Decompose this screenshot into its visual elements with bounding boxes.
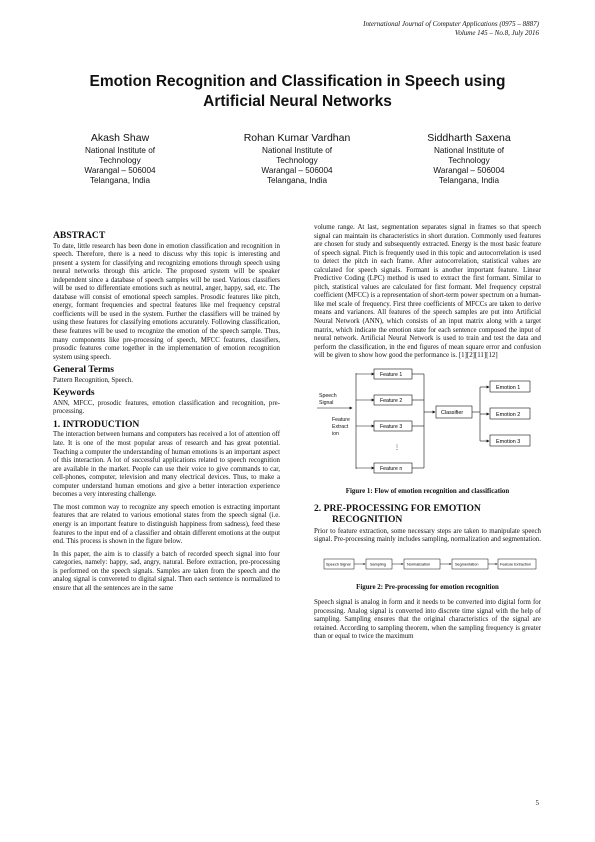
author-affiliation: Technology: [276, 156, 318, 165]
emotion-1-box: [490, 381, 530, 392]
title-line-1: Emotion Recognition and Classification in Speech using: [89, 73, 506, 90]
journal-name: International Journal of Computer Applications (0975 – 8887): [363, 20, 539, 28]
figure-1-diagram: [314, 365, 541, 483]
feature-3-box: [374, 421, 412, 431]
intro-paragraph-3: In this paper, the aim is to classify a batch of recorded speech signal into four categories, namely: happy, sad, angry, natural. Before extraction, pre-processing is performed on the speech signals. Samples are taken from the speech and the analog signal is convereted to digital signal. Then each sentence is normalized to ensure that all the sentences are in the same: [53, 550, 280, 592]
section-2-paragraph-1: Prior to feature extraction, some necessary steps are taken to manipulate speech signal. Pre-processing mainly includes sampling, normalization and segmentation.: [314, 527, 541, 544]
general-terms-text: Pattern Recognition, Speech.: [53, 376, 133, 384]
author-address: Warangal – 506004: [84, 166, 156, 175]
feature-2-label: Feature 2: [380, 397, 403, 404]
feature-1-box: [374, 369, 412, 379]
figure-2-caption: Figure 2: Pre-processing for emotion recognition: [356, 584, 499, 592]
step-speech-signal: [324, 559, 354, 569]
author-name: Siddharth Saxena: [427, 132, 511, 144]
journal-volume: Volume 145 – No.8, July 2016: [454, 29, 539, 37]
author-affiliation: Technology: [448, 156, 490, 165]
author-location: Telangana, India: [438, 176, 500, 185]
ellipsis-dots: ⋮: [394, 444, 400, 451]
author-name: Rohan Kumar Vardhan: [243, 132, 351, 144]
feature-1-label: Feature 1: [380, 371, 403, 378]
feature-extraction-label-2: Extract: [332, 423, 349, 430]
right-paragraph-1: volume range. At last, segmentation separates signal in frames so that speech signal can maintain its characteristics in short duration. Commonly used features are chosen for study and subsequently extracted. Energy is the most basic feature of speech signal. Pitch is frequently used in this topic and autocorrelation is used to detect the pitch in each frame. After autocorrelation, statistical values are calculated for speech signals. Formant is another important feature. Linear Predictive Coding (LPC) method is used to extract the first formant. Similar to pitch, statistical values are calculated for first formant. Mel frequency cepstral coefficient (MFCC) is a representation of short-term power spectrum on a human-like mel scale of frequency. First three coefficients of MFCCs are taken to derive means and variances. All features of the speech samples are put into Artificial Neural Network (ANN), which consists of an input matrix along with a target matrix, which indicate the emotion state for each sentence composed the input of neural network. Artificial Neural Network is used to train and test the data and perform the classification, in the end figures of mean square error and confusion will be given to show how good the performance is. [1][2][11][12]: [314, 224, 541, 360]
title-line-2: Artificial Neural Networks: [203, 93, 392, 110]
right-column: [314, 224, 541, 646]
step-normalization-label: Normalization: [407, 562, 431, 567]
paper-title: [40, 72, 555, 112]
emotion-2-box: [490, 408, 530, 419]
feature-n-label: Feature n: [380, 465, 403, 472]
step-sampling-label: Sampling: [370, 562, 386, 567]
emotion-2-label: Emotion 2: [496, 411, 521, 418]
step-sampling: [366, 559, 392, 569]
abstract-heading: ABSTRACT: [53, 230, 106, 241]
figure-1-caption: Figure 1: Flow of emotion recognition and classification: [345, 488, 510, 496]
figure-2-diagram: [314, 549, 541, 579]
page-number: 5: [535, 799, 539, 807]
emotion-1-label: Emotion 1: [496, 384, 521, 391]
author-affiliation: Technology: [99, 156, 141, 165]
step-feature-extraction-label: Feature Extraction: [500, 562, 532, 567]
author-affiliation: National Institute of: [433, 146, 505, 155]
speech-signal-label: Speech: [319, 392, 337, 399]
author-1: [40, 132, 200, 186]
feature-3-label: Feature 3: [380, 423, 403, 430]
classifier-label: Classifier: [441, 409, 464, 416]
journal-header: [363, 20, 539, 38]
step-normalization: [404, 559, 440, 569]
feature-n-box: [374, 463, 412, 473]
author-3: [389, 132, 549, 186]
abstract-text: To date, little research has been done in emotion classification and recognition in speech. Therefore, there is a need to discuss why this topic is interesting and present a system for classifying and recognizing emotions through speech using neural networks through this article. The proposed system will be speaker independent since a database of speech samples will be used. Various classifiers will be used to differentiate emotions such as neutral, anger, happy, sad, etc. The database will consist of emotional speech samples. Prosodic features like pitch, energy, formant frequencies and spectral features like mel frequency cepstral coefficients will be used in the system. Further the classifiers will be trained by using these features for classifying emotions accurately. Following classification, these features will be used to recognize the emotion of the speech sample. Thus, many components like pre-processing of speech, MFCC features, classifiers, prosodic features come together in the implementation of emotion recognition system using speech.: [53, 242, 280, 361]
keywords-text: ANN, MFCC, prosodic features, emotion classification and recognition, pre-processing.: [53, 399, 280, 416]
feature-extraction-label: Feature: [332, 416, 350, 423]
section-2-paragraph-2: Speech signal is analog in form and it needs to be converted into digital form for processing. Analog signal is converted into discrete time signal with the help of sampling. Sampling ensures that the original characteristics of the signal are retained. According to sampling theorem, when the sampling frequency is greater than or equal to twice the maximum: [314, 599, 541, 641]
step-speech-signal-label: Speech Signal: [326, 562, 351, 567]
feature-extraction-label-3: ion: [332, 430, 339, 437]
introduction-heading: 1. INTRODUCTION: [53, 418, 140, 430]
section-2-heading-line-2: RECOGNITION: [332, 513, 403, 525]
author-location: Telangana, India: [266, 176, 328, 185]
feature-2-box: [374, 395, 412, 405]
keywords-heading: Keywords: [53, 387, 95, 399]
intro-paragraph-2: The most common way to recognize any speech emotion is extracting important features that are related to various emotional states from the speech signal (i.e. energy is an important feature to distinguish happiness from sadness), feed these features to the input end of a classifier and obtain different emotions at the output end. This process is shown in the figure below.: [53, 503, 280, 546]
step-feature-extraction: [498, 559, 536, 569]
author-affiliation: National Institute of: [84, 146, 156, 155]
author-address: Warangal – 506004: [261, 166, 333, 175]
left-column: [53, 228, 280, 597]
author-affiliation: National Institute of: [261, 146, 333, 155]
emotion-3-label: Emotion 3: [496, 438, 521, 445]
step-segmentation-label: Segmentation: [455, 562, 479, 567]
general-terms-heading: General Terms: [53, 364, 115, 376]
author-name: Akash Shaw: [90, 132, 150, 144]
intro-paragraph-1: The interaction between humans and computers has received a lot of attention off late. It is one of the most popular areas of research and has great potential. Teaching a computer the understanding of human emotions is an important aspect of this interaction. A lot of successful applications related to speech recognition are available in the market. People can use their voice to give commands to car, cell-phones, computer, television and many electrical devices. Thus, to make a computer understand human emotions and give a better interaction experience becomes a very interesting challenge.: [53, 431, 280, 499]
step-segmentation: [452, 559, 488, 569]
speech-signal-label-2: Signal: [319, 399, 334, 406]
section-2-heading-line-1: 2. PRE-PROCESSING FOR EMOTION: [314, 502, 481, 514]
section-2-heading: [314, 503, 541, 525]
emotion-3-box: [490, 435, 530, 446]
author-location: Telangana, India: [89, 176, 151, 185]
classifier-box: [436, 406, 472, 418]
author-2: [217, 132, 377, 186]
author-address: Warangal – 506004: [433, 166, 505, 175]
